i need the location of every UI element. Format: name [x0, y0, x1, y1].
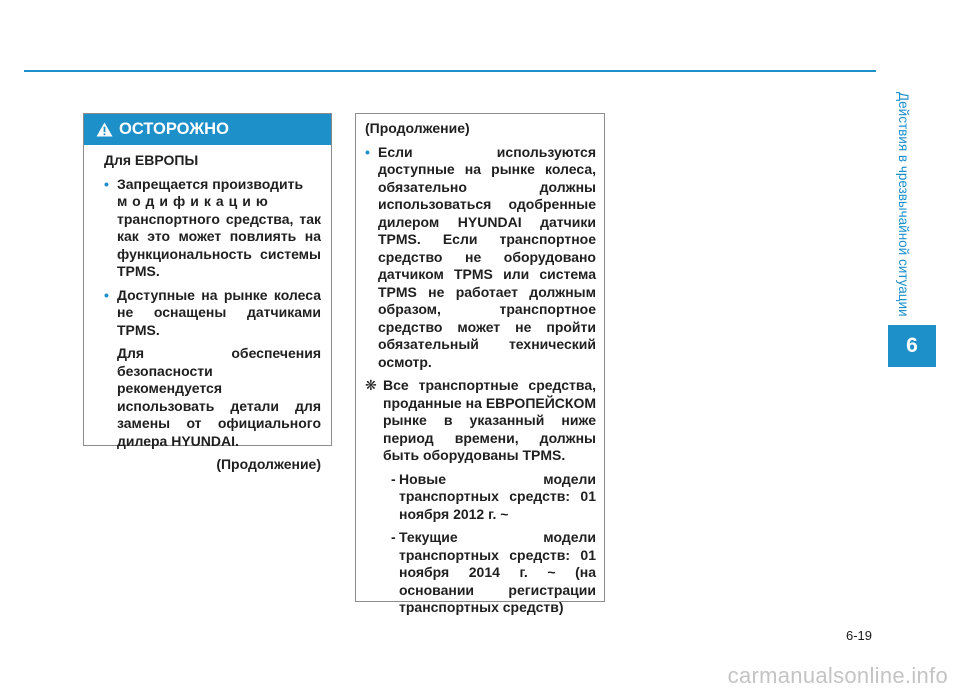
dash-item-1-text: Новые модели транспортных средств: 01 ноября 2012 г. ~ — [399, 470, 596, 522]
warning-box — [83, 113, 332, 472]
warning-paragraph-parts: Для обеспечения безопасности рекомендуется использовать детали для замены от официального дилера HYUNDAI. — [117, 345, 321, 449]
dash-item-2-text: Текущие модели транспортных средств: 01 ноября 2014 г. ~ (на основании регистрации транспортных средств) — [399, 529, 596, 615]
warning-subtitle: Для ЕВРОПЫ — [104, 152, 199, 168]
continuation-header: (Продолжение) — [365, 120, 470, 136]
header-rule — [24, 70, 876, 72]
warning-bullet-1-rest: транспортного средства, так как это может повлиять на функциональность системы TPMS. — [117, 210, 321, 279]
page-number: 6-19 — [846, 628, 873, 643]
dash-mark: - — [391, 470, 396, 487]
dash-item-current-models — [365, 529, 596, 617]
note-europe — [365, 377, 596, 465]
warning-bullet-aftermarket-wheels: • Доступные на рынке колеса не оснащены датчиками TPMS. — [104, 287, 321, 340]
warning-continued: (Продолжение) — [216, 456, 321, 472]
warning-header — [84, 114, 331, 145]
note-text: Все транспортные средства, проданные на ЕВРОПЕЙСКОМ рынке в указанный ниже период времени, должны быть оборудованы TPMS. — [383, 377, 596, 463]
warning-triangle-icon — [96, 122, 113, 137]
warning-bullet-modification — [104, 176, 321, 281]
dash-mark: - — [391, 529, 396, 545]
continuation-box — [355, 113, 605, 615]
warning-title: ОСТОРОЖНО — [119, 119, 229, 138]
chapter-tab: 6 — [888, 325, 936, 367]
continuation-bullet: • Если используются доступные на рынке колеса, обязательно должны использоваться одобренные дилером HYUNDAI датчики TPMS. Если транспортное средство не оборудовано датчиком TPMS или система TPMS не работает должным образом, транспортное средство может не пройти обязательный технический осмотр. — [365, 144, 596, 372]
warning-bullet-1-line-2: модификацию — [117, 193, 273, 209]
warning-bullet-1-line-1: • Запрещается производить — [117, 175, 304, 192]
dash-item-new-models — [365, 471, 596, 524]
note-mark-icon: ❋ — [365, 377, 377, 393]
watermark: carmanualsonline.info — [727, 663, 948, 688]
chapter-title: Действия в чрезвычайной ситуации — [896, 92, 911, 317]
